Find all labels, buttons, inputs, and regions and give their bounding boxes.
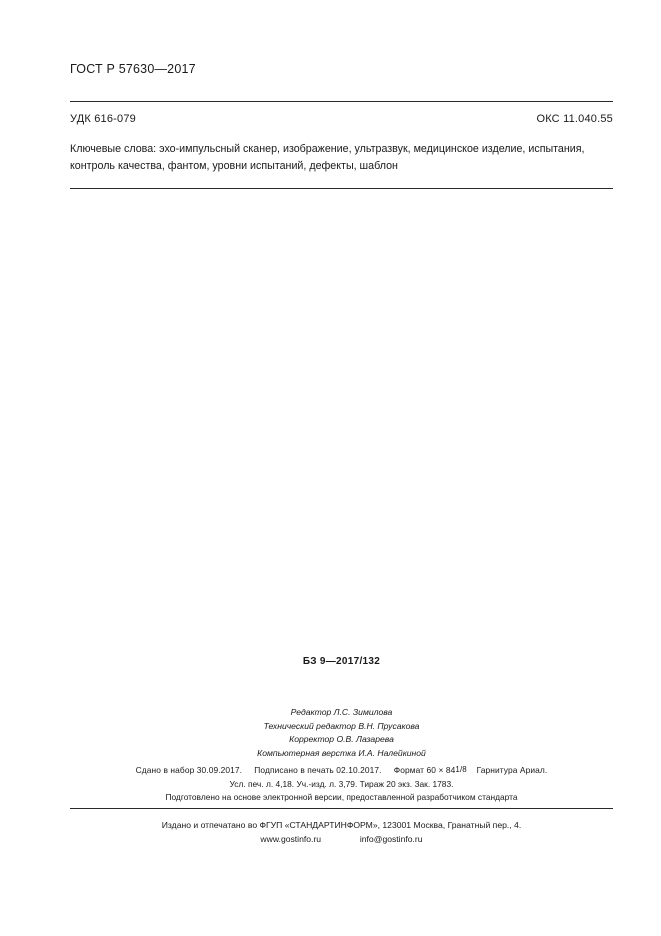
imprint-block	[70, 764, 613, 805]
divider-footer	[70, 808, 613, 809]
udk-code: УДК 616-079	[70, 113, 136, 125]
imprint-typeface: Гарнитура Ариал.	[476, 765, 548, 775]
keywords-block: Ключевые слова: эхо-импульсный сканер, изображение, ультразвук, медицинское изделие, испытания, контроль качества, фантом, уровни испытаний, дефекты, шаблон	[70, 143, 585, 172]
publisher-line: Издано и отпечатано во ФГУП «СТАНДАРТИНФОРМ», 123001 Москва, Гранатный пер., 4.	[161, 820, 522, 830]
credit-corrector: Корректор О.В. Лазарева	[289, 734, 394, 745]
website-link[interactable]: www.gostinfo.ru	[260, 834, 322, 844]
imprint-line-2: Усл. печ. л. 4,18. Уч.-изд. л. 3,79. Тираж 20 экз. Зак. 1783.	[229, 778, 454, 789]
standard-number: ГОСТ Р 57630—2017	[70, 62, 196, 76]
divider-top	[70, 101, 613, 102]
spacer	[245, 765, 252, 775]
imprint-print-date: Подписано в печать 02.10.2017.	[254, 765, 382, 775]
publisher-contacts	[70, 832, 613, 846]
page-content	[70, 0, 613, 936]
imprint-format-fraction: 1/8	[455, 765, 467, 774]
credits-block	[70, 706, 613, 760]
imprint-line-3: Подготовлено на основе электронной версии, предоставленной разработчиком стандарта	[165, 792, 518, 803]
imprint-typeset-date: Сдано в набор 30.09.2017.	[135, 765, 243, 775]
spacer	[469, 765, 474, 775]
credit-layout: Компьютерная верстка И.А. Налейкиной	[257, 747, 426, 758]
bz-code: БЗ 9—2017/132	[302, 656, 381, 667]
publisher-block	[70, 818, 613, 846]
divider-bottom	[70, 188, 613, 189]
meta-row	[70, 113, 613, 125]
spacer	[384, 765, 391, 775]
imprint-format: Формат 60 × 84	[393, 765, 456, 775]
imprint-line-1	[70, 764, 613, 778]
credit-technical-editor: Технический редактор В.Н. Прусакова	[263, 720, 420, 731]
credit-editor: Редактор Л.С. Зимилова	[290, 707, 393, 717]
oks-code: ОКС 11.040.55	[536, 113, 613, 125]
email-link[interactable]: info@gostinfo.ru	[359, 834, 423, 844]
